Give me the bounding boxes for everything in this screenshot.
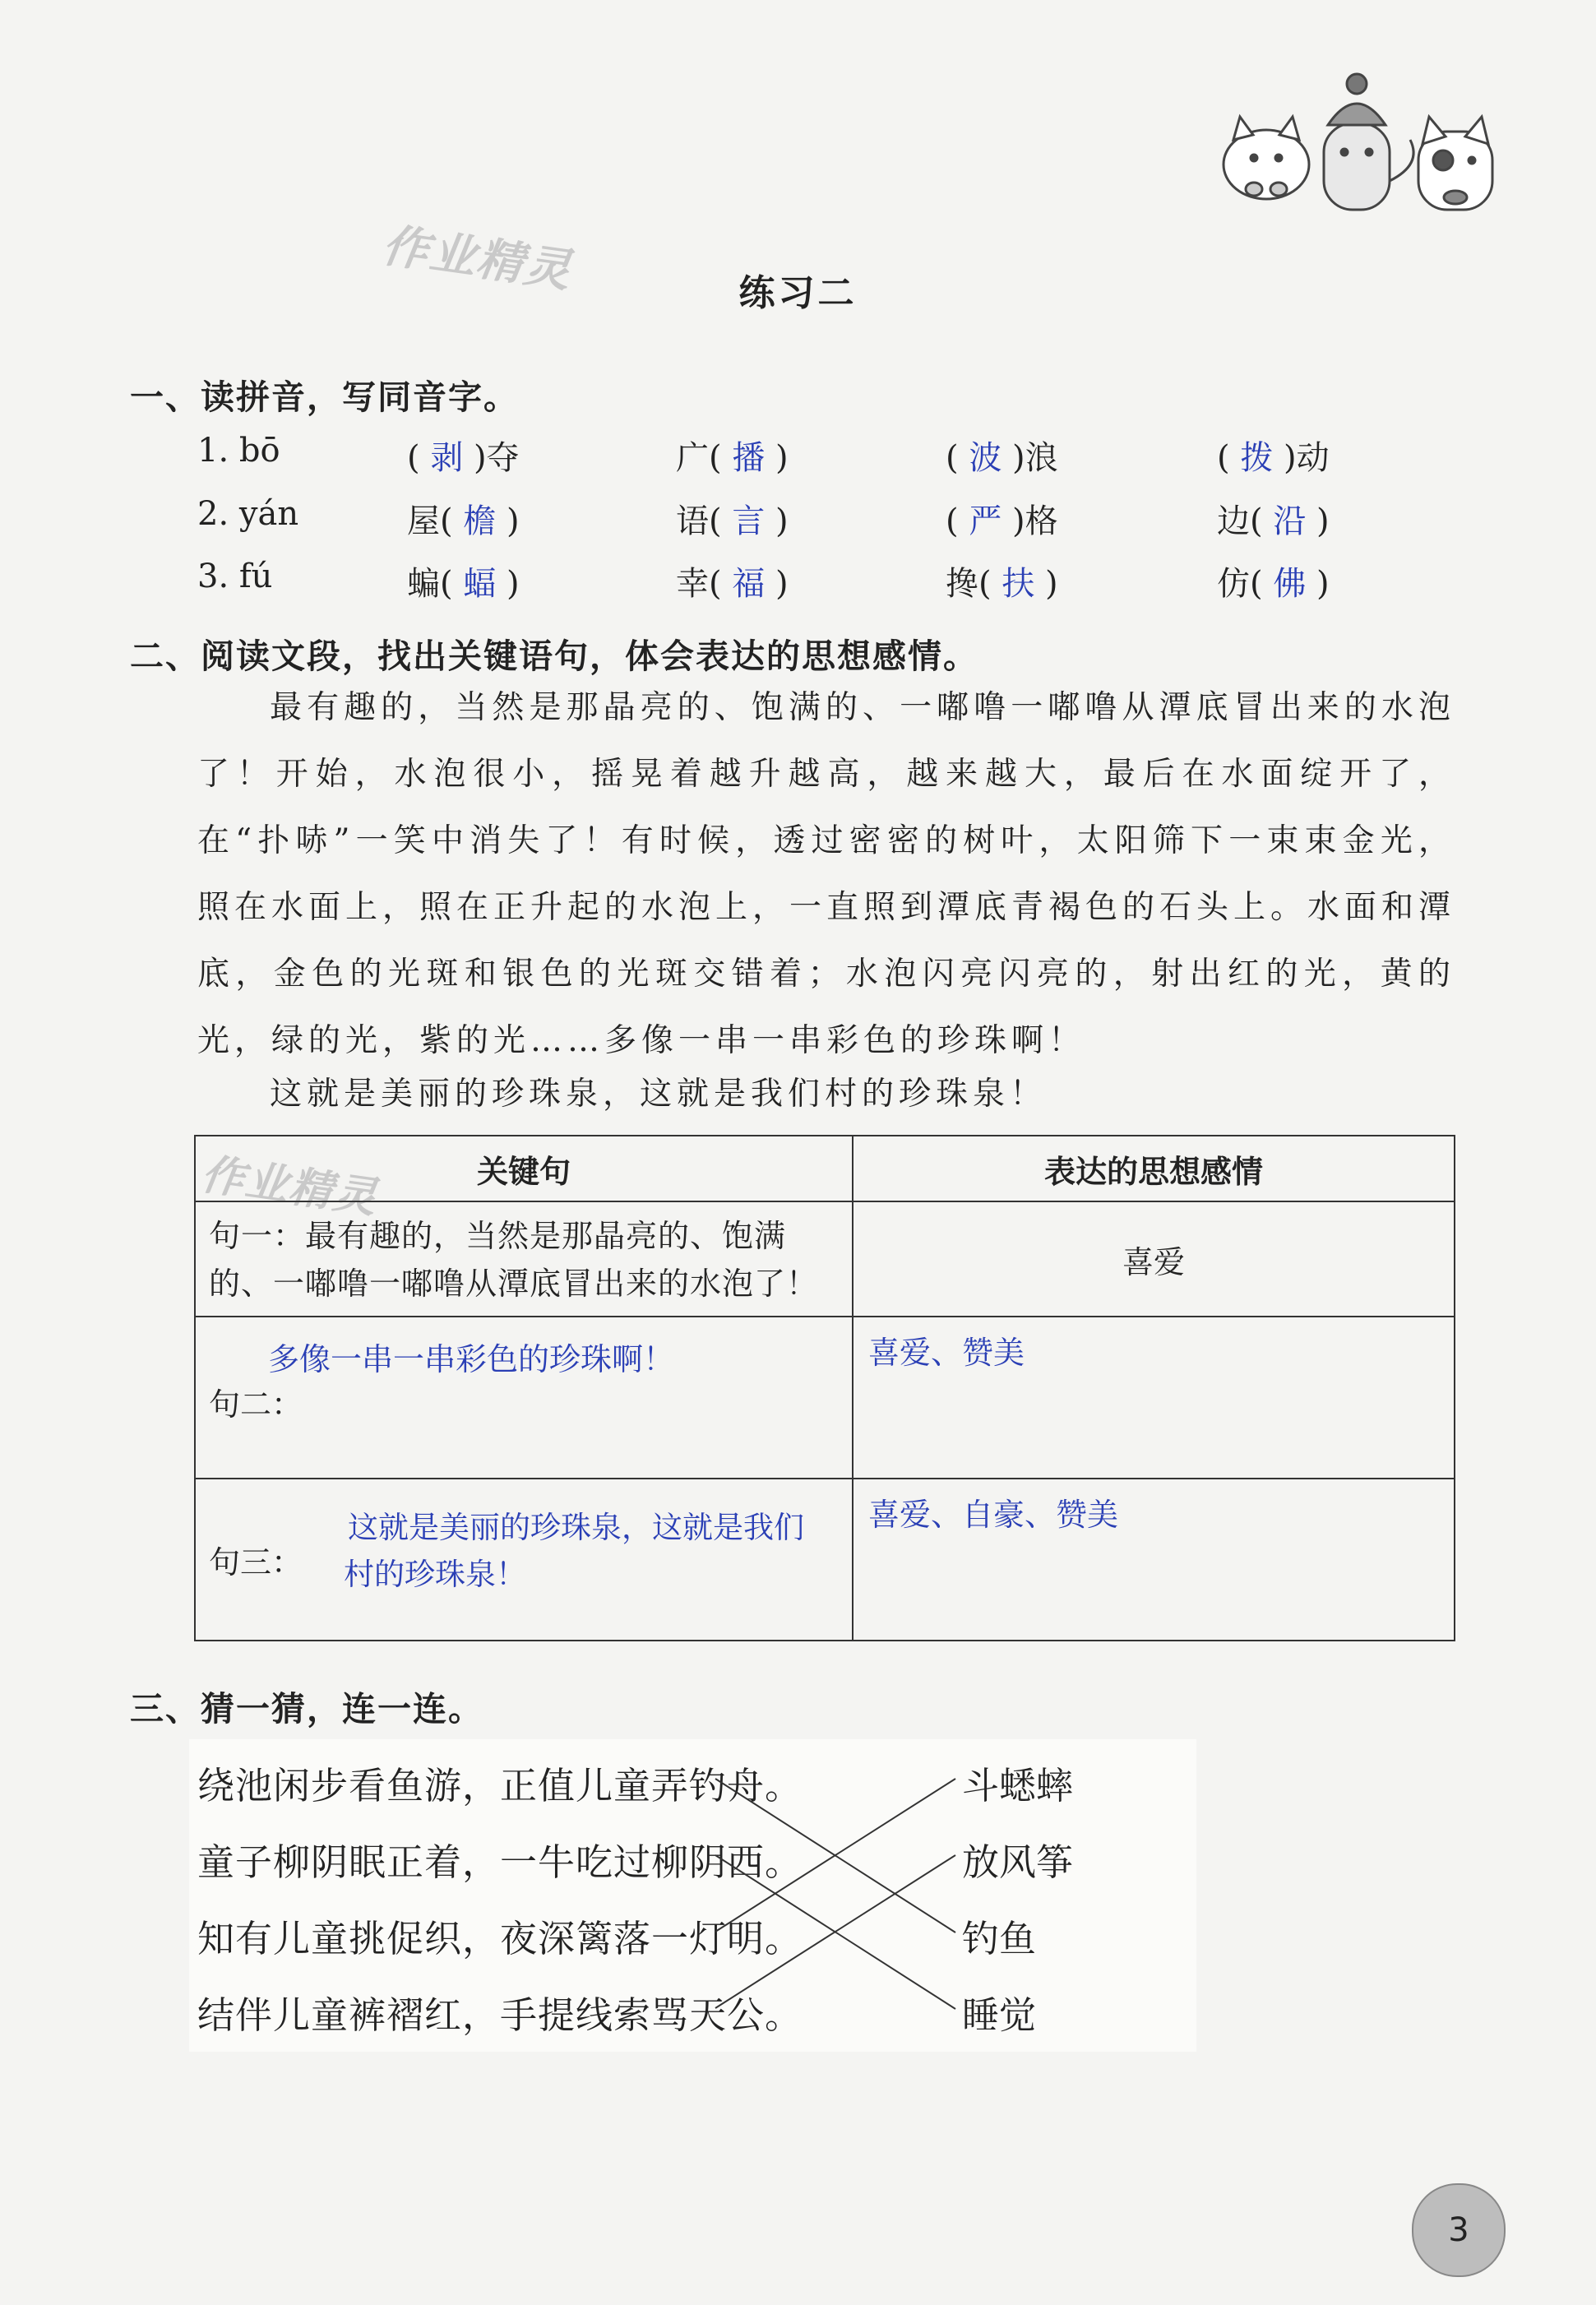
reading-paragraph: 最有趣的，当然是那晶亮的、饱满的、一嘟噜一嘟噜从潭底冒出来的水泡了！开始，水泡很小，摇晃着越升越高，越来越大，最后在水面绽开了，在“扑哧”一笑中消失了！有时候，透过密密的树叶，太阳筛下一束束金光，照在水面上，照在正升起的水泡上，一直照到潭底青褐色的石头上。水面和潭底，金色的光斑和银色的光斑交错着；水泡闪亮闪亮的，射出红的光，黄的光，绿的光，紫的光……多像一串一串彩色的珍珠啊！ bbox=[197, 689, 1456, 1059]
item: 语( 言 ) bbox=[676, 502, 789, 540]
table-header: 表达的思想感情 bbox=[853, 1136, 1455, 1201]
feeling-cell bbox=[853, 1479, 1455, 1641]
answer: 播 bbox=[732, 439, 766, 477]
activity-item: 斗蟋蟀 bbox=[962, 1764, 1074, 1807]
answer: 多像一串一串彩色的珍珠啊！ bbox=[268, 1341, 675, 1377]
poem-line: 结伴儿童裤褶红，手提线索骂天公。 bbox=[197, 1993, 803, 2037]
feeling-cell: 喜爱 bbox=[853, 1201, 1455, 1317]
cats-illustration bbox=[1217, 66, 1513, 214]
item: ( 拨 )动 bbox=[1217, 439, 1330, 477]
section2-heading: 二、阅读文段，找出关键语句，体会表达的思想感情。 bbox=[130, 636, 978, 676]
item: 幸( 福 ) bbox=[676, 565, 789, 603]
row-number: 3. fú bbox=[197, 558, 273, 595]
key-sentence-table bbox=[194, 1135, 1455, 1641]
item: 广( 播 ) bbox=[676, 439, 789, 477]
row-number: 1. bō bbox=[197, 432, 280, 470]
answer: 喜爱、赞美 bbox=[868, 1335, 1025, 1371]
matching-lines bbox=[189, 1739, 1196, 2052]
item: ( 严 )格 bbox=[946, 502, 1058, 540]
poem-line: 绕池闲步看鱼游，正值儿童弄钓舟。 bbox=[197, 1764, 803, 1807]
poem-line: 知有儿童挑促织，夜深篱落一灯明。 bbox=[197, 1917, 803, 1960]
answer: 檐 bbox=[463, 502, 497, 540]
sentence-cell: 句一：最有趣的，当然是那晶亮的、饱满的、一嘟噜一嘟噜从潭底冒出来的水泡了！ bbox=[195, 1201, 853, 1317]
answer: 沿 bbox=[1273, 502, 1307, 540]
row-label: 句三： bbox=[209, 1544, 303, 1581]
poem-line: 童子柳阴眠正着，一牛吃过柳阴西。 bbox=[197, 1840, 803, 1884]
matching-panel bbox=[189, 1739, 1196, 2052]
item: ( 波 )浪 bbox=[946, 439, 1058, 477]
activity-item: 钓鱼 bbox=[962, 1917, 1037, 1960]
table-header: 关键句 bbox=[195, 1136, 853, 1201]
answer: 福 bbox=[732, 565, 766, 603]
answer: 扶 bbox=[1002, 565, 1035, 603]
watermark: 作业精灵 bbox=[198, 1150, 382, 1224]
watermark: 作业精灵 bbox=[378, 219, 576, 299]
item: ( 剥 )夺 bbox=[407, 439, 520, 477]
item: 边( 沿 ) bbox=[1217, 502, 1330, 540]
answer: 拨 bbox=[1240, 439, 1274, 477]
sentence-cell bbox=[195, 1317, 853, 1479]
page-number: 3 bbox=[1412, 2183, 1506, 2277]
answer: 喜爱、自豪、赞美 bbox=[868, 1497, 1119, 1533]
item: 仿( 佛 ) bbox=[1217, 565, 1330, 603]
sentence-cell bbox=[195, 1479, 853, 1641]
activity-item: 睡觉 bbox=[962, 1993, 1037, 2037]
answer: 这就是美丽的珍珠泉，这就是我们 bbox=[348, 1510, 804, 1545]
answer: 村的珍珠泉！ bbox=[344, 1557, 526, 1592]
section3-heading: 三、猜一猜，连一连。 bbox=[130, 1689, 483, 1729]
section1-heading: 一、读拼音，写同音字。 bbox=[130, 377, 519, 417]
item: 屋( 檐 ) bbox=[407, 502, 520, 540]
answer: 言 bbox=[732, 502, 766, 540]
activity-item: 放风筝 bbox=[962, 1840, 1074, 1884]
answer: 佛 bbox=[1273, 565, 1307, 603]
answer: 严 bbox=[969, 502, 1002, 540]
item: 搀( 扶 ) bbox=[946, 565, 1058, 603]
feeling-cell bbox=[853, 1317, 1455, 1479]
answer: 蝠 bbox=[463, 565, 497, 603]
answer: 波 bbox=[969, 439, 1002, 477]
answer: 剥 bbox=[430, 439, 464, 477]
item: 蝙( 蝠 ) bbox=[407, 565, 520, 603]
row-number: 2. yán bbox=[197, 495, 299, 533]
page-title: 练习二 bbox=[738, 272, 858, 314]
reading-paragraph: 这就是美丽的珍珠泉，这就是我们村的珍珠泉！ bbox=[270, 1076, 1048, 1113]
row-label: 句二： bbox=[209, 1386, 303, 1423]
